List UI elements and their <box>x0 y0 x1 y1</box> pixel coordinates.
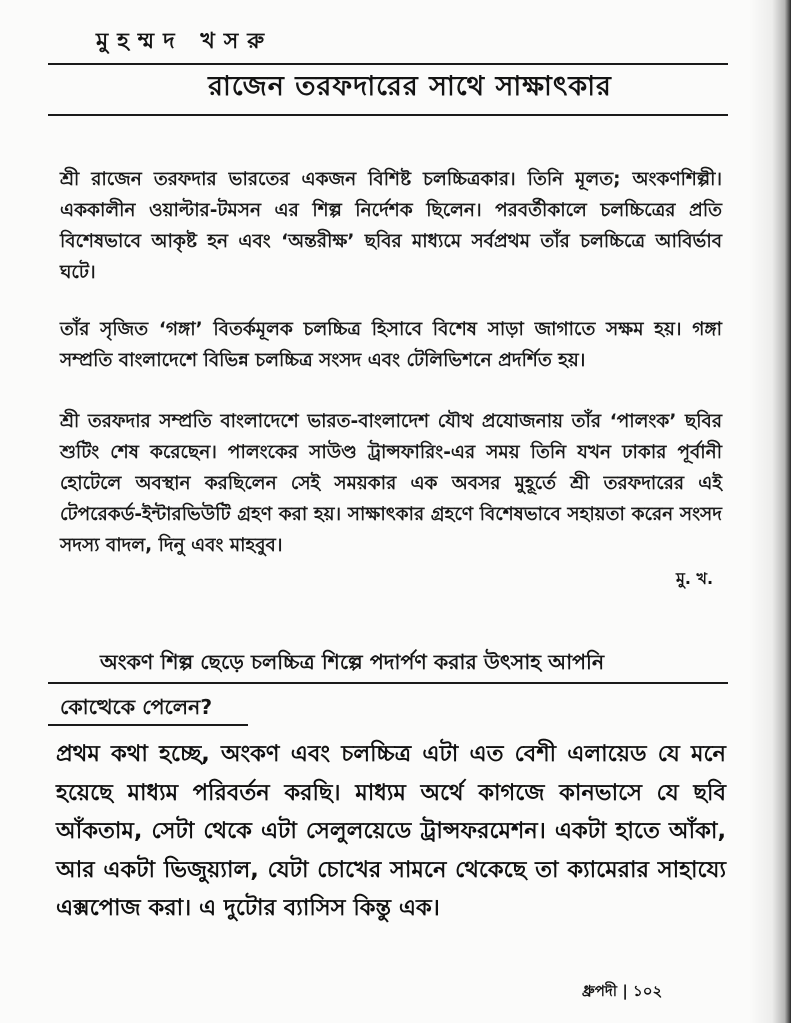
page-edge-shadow <box>749 0 791 1023</box>
title-top-rule <box>48 63 728 65</box>
question-line-2: কোত্থেকে পেলেন? <box>60 695 213 719</box>
question-rule <box>48 682 728 684</box>
intro-paragraph-1: শ্রী রাজেন তরফদার ভারতের একজন বিশিষ্ট চলচ্চিত্রকার। তিনি মূলত; অংকণশিল্পী। এককালীন ওয়াল্টার-টমসন এর শিল্প নির্দেশক ছিলেন। পরবর্তীকালে চলচ্চিত্রের প্রতি বিশেষভাবে আকৃষ্ট হন এবং ‘অন্তরীক্ষ’ ছবির মাধ্যমে সর্বপ্রথম তাঁর চলচ্চিত্রে আবির্ভাব ঘটে। <box>60 169 722 283</box>
page-footer: ধ্রুপদী | ১০২ <box>582 982 663 1000</box>
question-line-1: অংকণ শিল্প ছেড়ে চলচ্চিত্র শিল্পে পদার্পণ করার উৎসাহ আপনি <box>100 650 605 674</box>
question-short-rule <box>48 724 248 726</box>
intro-paragraph-2: তাঁর সৃজিত ‘গঙ্গা’ বিতর্কমূলক চলচ্চিত্র হিসাবে বিশেষ সাড়া জাগাতে সক্ষম হয়। গঙ্গা সম্প্রতি বাংলাদেশে বিভিন্ন চলচ্চিত্র সংসদ এবং টেলিভিশনে প্রদর্শিত হয়। <box>60 319 722 371</box>
author-name: মুহম্মদ খসরু <box>96 29 274 54</box>
intro-signature: মু. খ. <box>676 569 714 588</box>
answer-paragraph: প্রথম কথা হচ্ছে, অংকণ এবং চলচ্চিত্র এটা এত বেশী এলায়েড যে মনে হয়েছে মাধ্যম পরিবর্তন করছি। মাধ্যম অর্থে কাগজে কানভাসে যে ছবি আঁকতাম, সেটা থেকে এটা সেলুলয়েডে ট্রান্সফরমেশন। একটা হাতে আঁকা, আর একটা ভিজুয়্যাল, যেটা চোখের সামনে থেকেছে তা ক্যামেরার সাহায্যে এক্সপোজ করা। এ দুটোর ব্যাসিস কিন্তু এক। <box>56 741 726 921</box>
article-title: রাজেন তরফদারের সাথে সাক্ষাৎকার <box>208 71 612 102</box>
title-bottom-rule <box>48 114 728 116</box>
intro-paragraph-3: শ্রী তরফদার সম্প্রতি বাংলাদেশে ভারত-বাংলাদেশ যৌথ প্রযোজনায় তাঁর ‘পালংক’ ছবির শুটিং শেষ করেছেন। পালংকের সাউণ্ড ট্রান্সফারিং-এর সময় তিনি যখন ঢাকার পূর্বানী হোটেলে অবস্থান করছিলেন সেই সময়কার এক অবসর মুহূর্তে শ্রী তরফদারের এই টেপরেকর্ড-ইন্টারভিউটি গ্রহণ করা হয়। সাক্ষাৎকার গ্রহণে বিশেষভাবে সহায়তা করেন সংসদ সদস্য বাদল, দিনু এবং মাহবুব। <box>60 411 722 556</box>
